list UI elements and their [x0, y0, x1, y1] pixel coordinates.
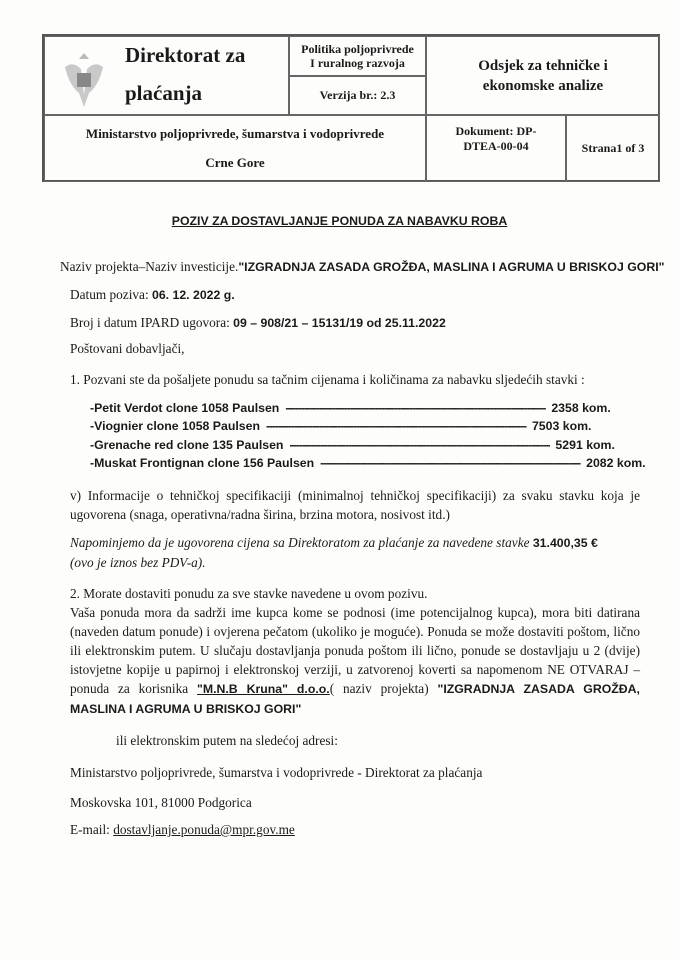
spec-info: v) Informacije o tehničkoj specifikaciji (minimalnoj tehničkoj specifikaciji) za svaku stavku koja je ugovorena (snaga, operativna/radna širina, brzina motora, nosivost itd.) — [70, 488, 640, 522]
item-qty: 5291 kom. — [555, 437, 615, 452]
offer-text — [70, 603, 640, 719]
contract-label: Broj i datum IPARD ugovora: — [70, 315, 234, 330]
email-link[interactable]: dostavljanje.ponuda@mpr.gov.me — [113, 822, 295, 837]
page-title: POZIV ZA DOSTAVLJANJE PONUDA ZA NABAVKU ROBA — [171, 214, 508, 228]
document-id-cell: Dokument: DP-DTEA-00-04 — [426, 115, 566, 182]
list-item: - Viognier clone 1058 Paulsen ------------------------------------------------------------------------------------ 7503 kom. — [90, 417, 560, 435]
version-cell: Verzija br.: 2.3 — [289, 76, 426, 115]
ministry-cell — [44, 115, 426, 182]
item-name: Muskat Frontignan clone 156 Paulsen — [94, 455, 315, 470]
list-item: - Grenache red clone 135 Paulsen ------------------------------------------------------------------------------------ 5291 kom. — [90, 436, 560, 454]
coat-of-arms-icon — [59, 49, 109, 111]
body-text — [70, 486, 640, 839]
date-line — [70, 287, 235, 303]
email-line — [70, 820, 640, 839]
offer-project-name: "IZGRADNJA ZASADA GROŽĐA, MASLINA I AGRUMA U BRISKOJ GORI" — [70, 682, 640, 716]
price-note — [70, 533, 640, 572]
list-item: - Muskat Frontignan clone 156 Paulsen ------------------------------------------------------------------------------------ 2082 kom. — [90, 454, 560, 472]
greeting: Poštovani dobavljači, — [70, 341, 185, 356]
point-1: 1. Pozvani ste da pošaljete ponudu sa tačnim cijenama i količinama za nabavku sljedećih stavki : — [70, 372, 585, 387]
address-line1: Ministarstvo poljoprivrede, šumarstva i vodoprivrede - Direktorat za plaćanja — [70, 765, 483, 780]
item-name: Viognier clone 1058 Paulsen — [94, 419, 260, 434]
note-amount: 31.400,35 € — [532, 536, 598, 550]
address-line2: Moskovska 101, 81000 Podgorica — [70, 795, 252, 810]
point-2: 2. Morate dostaviti ponudu za sve stavke navedene u ovom pozivu. — [70, 586, 428, 601]
project-line — [60, 259, 664, 275]
item-qty: 2358 kom. — [551, 401, 611, 415]
page-number-cell: Strana1 of 3 — [566, 115, 660, 182]
items-list — [90, 399, 646, 472]
item-name: Grenache red clone 135 Paulsen — [94, 437, 284, 452]
note-text: Napominjemo da je ugovorena cijena sa Direktoratom za plaćanje za navedene stavke — [70, 535, 530, 550]
org-name-line2: plaćanja — [125, 81, 203, 105]
date-value: 06. 12. 2022 g. — [151, 288, 235, 302]
project-name: "IZGRADNJA ZASADA GROŽĐA, MASLINA I AGRUMA U BRISKOJ GORI" — [238, 260, 665, 274]
electronic-line: ili elektronskim putem na sledećoj adresi: — [116, 733, 338, 748]
item-name: Petit Verdot clone 1058 Paulsen — [94, 401, 280, 415]
contract-value: 09 – 908/21 – 15131/19 od 25.11.2022 — [233, 316, 446, 330]
list-item: - Petit Verdot clone 1058 Paulsen ------------------------------------------------------------------------------------ 2358 kom. — [90, 399, 560, 417]
department-cell: Odsjek za tehničke i ekonomske analize — [426, 36, 660, 115]
ministry-line1: Ministarstvo poljoprivrede, šumarstva i vodoprivrede — [85, 126, 385, 142]
date-label: Datum poziva: — [70, 287, 152, 302]
offer-body: Vaša ponuda mora da sadrži ime kupca kome se podnosi (ime potencijalnog kupca), mora biti datirana (naveden datum ponude) i ovjerena pečatom (ukoliko je moguće). Ponuda se može dostaviti poštom, lično ili elektronskim putem. U slučaju dostavljanja ponuda poštom ili lično, ponude se dostavljaju u 2 (dvije) istovjetne kopije u papirnoj i elektronskoj verziji, u zatvorenoj koverti sa napomenom NE OTVARAJ – ponuda za korisnika — [70, 605, 640, 696]
client-name: "M.N.B Kruna" d.o.o. — [197, 682, 330, 696]
note-vat: (ovo je iznos bez PDV-a). — [70, 555, 206, 570]
ministry-line2: Crne Gore — [205, 154, 265, 170]
org-name-line1: Direktorat za — [125, 43, 246, 67]
item-qty: 2082 kom. — [586, 455, 646, 470]
policy-cell: Politika poljoprivrede I ruralnog razvoja — [289, 36, 426, 76]
email-label: E-mail: — [70, 822, 114, 837]
item-qty: 7503 kom. — [531, 419, 592, 434]
document-header — [42, 34, 660, 182]
contract-line — [70, 315, 446, 331]
org-cell — [44, 36, 289, 115]
project-label: Naziv projekta–Naziv investicije. — [60, 259, 239, 274]
offer-project-label: ( naziv projekta) — [329, 681, 438, 696]
